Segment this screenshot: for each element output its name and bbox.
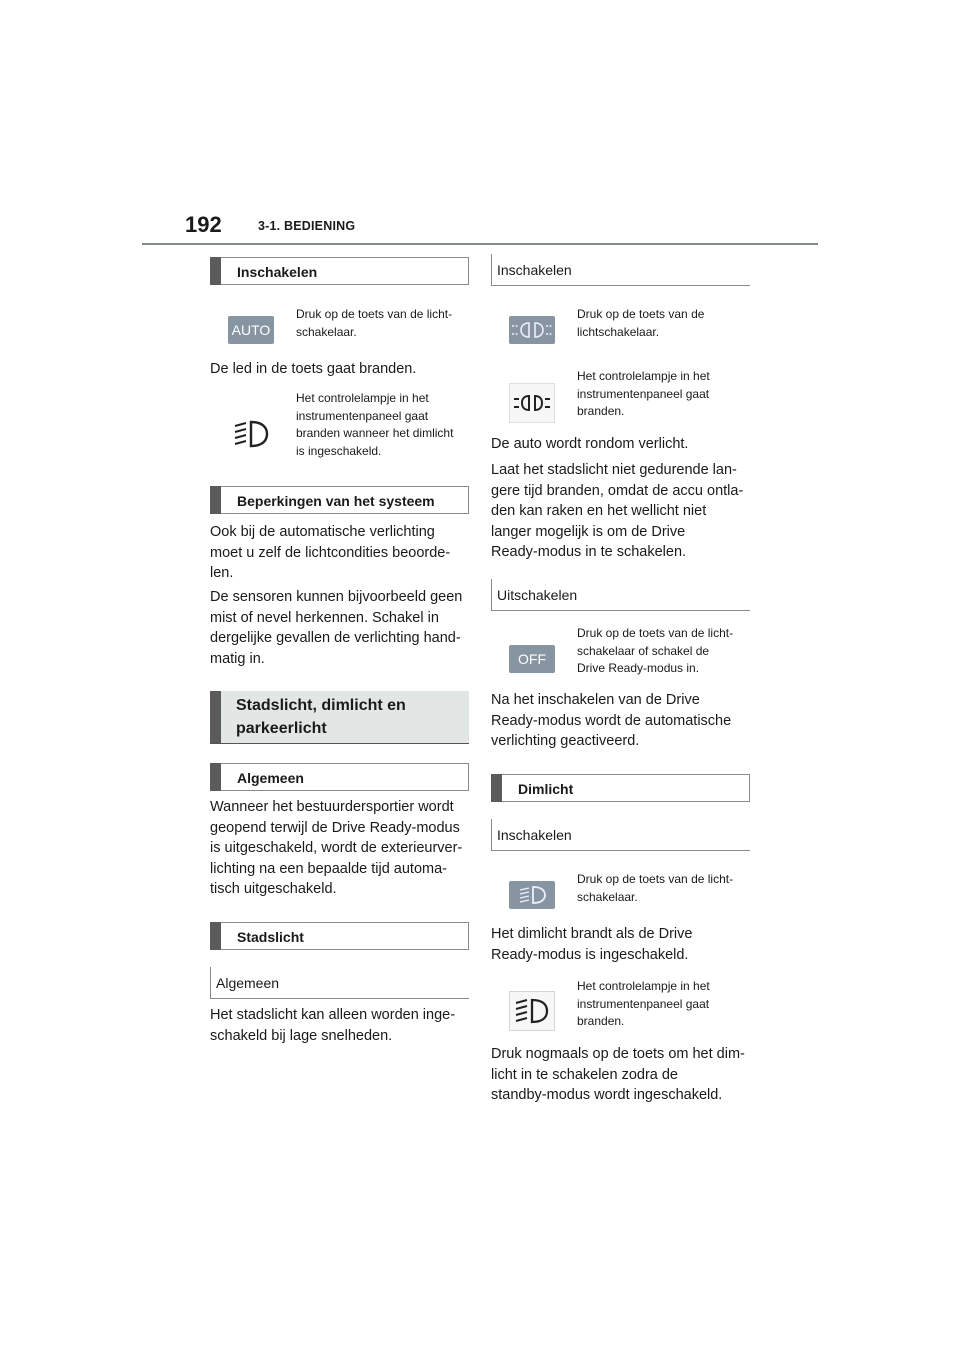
lamp-caption-left: Het controlelampje in het instrumentenpaneel gaat branden wanneer het dimlicht is ingeschakeld. bbox=[296, 391, 454, 458]
low-beam-indicator-icon-right bbox=[509, 991, 555, 1031]
limits-paragraph-2: De sensoren kunnen bijvoorbeeld geen mist of nevel herkennen. Schakel in dergelijke gevallen de verlichting hand- matig in. bbox=[210, 589, 463, 667]
auto-button-icon bbox=[228, 316, 274, 344]
heading-stadslicht: Stadslicht bbox=[210, 922, 469, 950]
right-paragraph-5: Druk nogmaals op de toets om het dim- licht in te schakelen zodra de standby-modus wordt ingeschakeld. bbox=[491, 1046, 745, 1103]
right-paragraph-4: Het dimlicht brandt als de Drive Ready-modus is ingeschakeld. bbox=[491, 926, 693, 963]
auto-button-label: AUTO bbox=[231, 322, 271, 338]
subheading-uitschakelen: Uitschakelen bbox=[491, 579, 750, 611]
low-beam-switch-icon bbox=[509, 881, 555, 909]
heading-inschakelen-left: Inschakelen bbox=[210, 257, 469, 285]
limits-paragraph-1: Ook bij de automatische verlichting moet u zelf de lichtcondities beoorde- len. bbox=[210, 524, 451, 581]
chapter-title: 3-1. BEDIENING bbox=[258, 219, 356, 233]
right-paragraph-1: De auto wordt rondom verlicht. bbox=[491, 436, 689, 452]
heading-algemeen: Algemeen bbox=[210, 763, 469, 791]
dim-lamp-caption: Het controlelampje in het instrumentenpaneel gaat branden. bbox=[577, 979, 710, 1028]
subheading-inschakelen-right: Inschakelen bbox=[491, 254, 750, 286]
auto-caption: Druk op de toets van de licht- schakelaar. bbox=[296, 307, 453, 339]
subheading-dim-inschakelen: Inschakelen bbox=[491, 819, 750, 851]
parking-light-switch-icon bbox=[509, 316, 555, 344]
dim-caption: Druk op de toets van de licht- schakelaar. bbox=[577, 872, 734, 904]
lamp-caption-right: Het controlelampje in het instrumentenpaneel gaat branden. bbox=[577, 369, 710, 418]
section-title-stadslicht: Stadslicht, dimlicht en parkeerlicht bbox=[210, 691, 469, 744]
switch-caption: Druk op de toets van de lichtschakelaar. bbox=[577, 307, 705, 339]
header-rule bbox=[142, 243, 818, 245]
heading-dimlicht: Dimlicht bbox=[491, 774, 750, 802]
off-caption: Druk op de toets van de licht- schakelaar of schakel de Drive Ready-modus in. bbox=[577, 626, 734, 675]
low-beam-indicator-icon bbox=[229, 414, 271, 454]
heading-beperkingen: Beperkingen van het systeem bbox=[210, 486, 469, 514]
off-button-icon bbox=[509, 645, 555, 673]
page-number: 192 bbox=[185, 212, 222, 237]
stadslicht-paragraph: Het stadslicht kan alleen worden inge- schakeld bij lage snelheden. bbox=[210, 1007, 456, 1044]
subheading-algemeen: Algemeen bbox=[210, 967, 469, 999]
right-paragraph-3: Na het inschakelen van de Drive Ready-modus wordt de automatische verlichting geactiveerd. bbox=[491, 692, 732, 749]
led-text: De led in de toets gaat branden. bbox=[210, 361, 417, 377]
algemeen-paragraph: Wanneer het bestuurdersportier wordt geopend terwijl de Drive Ready-modus is uitgeschakeld, wordt de exterieurver- lichting na een bepaalde tijd automa- tisch uitgeschakeld. bbox=[210, 799, 463, 897]
parking-light-indicator-icon bbox=[509, 383, 555, 423]
off-button-label: OFF bbox=[518, 651, 546, 667]
right-paragraph-2: Laat het stadslicht niet gedurende lan- gere tijd branden, omdat de accu ontla- den kan raken en het wellicht niet langer mogelijk is om de Drive Ready-modus in te schakelen. bbox=[491, 462, 744, 560]
